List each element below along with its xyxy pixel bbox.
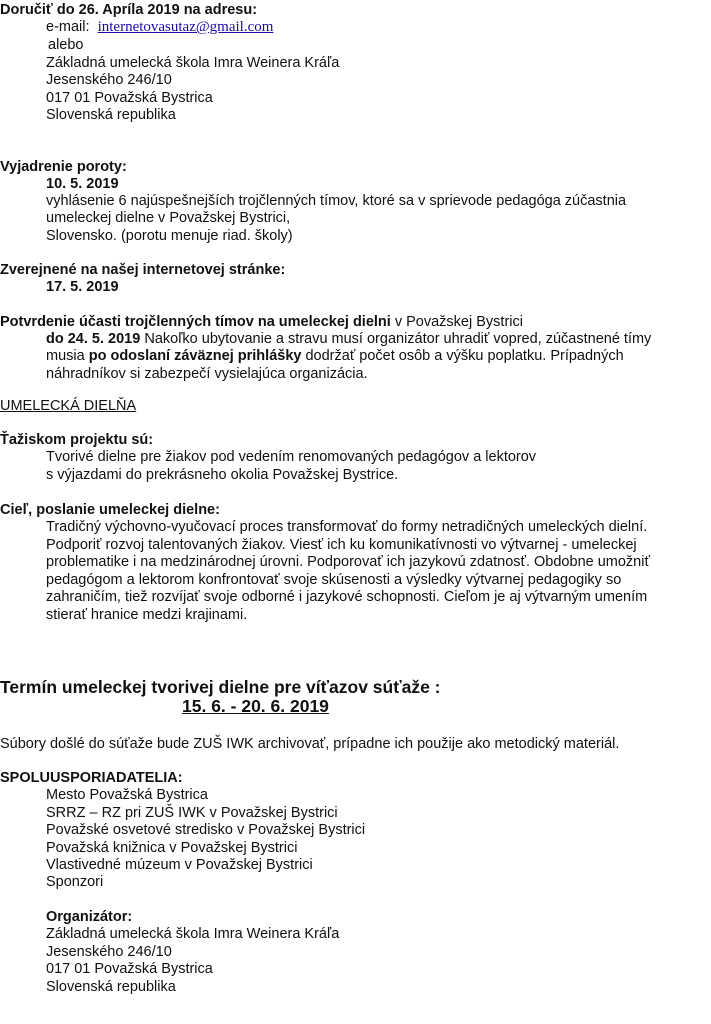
archive-note: Súbory došlé do súťaže bude ZUŠ IWK archivovať, prípadne ich použije ako metodický materiál. xyxy=(0,736,620,752)
jury-date: 10. 5. 2019 xyxy=(46,176,119,192)
coorg-item: Považské osvetové stredisko v Považskej Bystrici xyxy=(46,822,366,838)
address-line: Základná umelecká škola Imra Weinera Kráľa xyxy=(46,55,340,71)
coorg-item: Vlastivedné múzeum v Považskej Bystrici xyxy=(46,857,313,873)
confirm-line: náhradníkov si zabezpečí vysielajúca organizácia. xyxy=(46,366,368,382)
confirm-heading xyxy=(0,314,523,331)
coorg-heading: SPOLUUSPORIADATELIA: xyxy=(0,770,183,786)
organizer-address-line: Jesenského 246/10 xyxy=(46,944,172,960)
term-heading: Termín umeleckej tvorivej dielne pre víťazov súťaže : xyxy=(0,677,441,697)
focus-line: Tvorivé dielne pre žiakov pod vedením renomovaných pedagógov a lektorov xyxy=(46,449,537,465)
organizer-address-line: Základná umelecká škola Imra Weinera Kráľa xyxy=(46,926,340,942)
confirm-emphasis: po odoslaní záväznej prihlášky xyxy=(88,348,302,364)
organizer-heading: Organizátor: xyxy=(46,909,133,925)
workshop-title: UMELECKÁ DIELŇA xyxy=(0,398,137,414)
email-line xyxy=(46,19,273,36)
organizer-address-line: 017 01 Považská Bystrica xyxy=(46,961,213,977)
coorg-item: SRRZ – RZ pri ZUŠ IWK v Považskej Bystrici xyxy=(46,805,338,821)
confirm-text: Nakoľko ubytovanie a stravu musí organizátor uhradiť vopred, zúčastnené tímy xyxy=(140,331,652,347)
goal-line: pedagógom a lektorom konfrontovať svoje skúsenosti a výsledky výtvarnej pedagogiky so xyxy=(46,572,622,588)
confirm-heading-bold: Potvrdenie účasti trojčlenných tímov na umeleckej dielni xyxy=(0,314,391,330)
coorg-item: Považská knižnica v Považskej Bystrici xyxy=(46,840,298,856)
email-link[interactable]: internetovasutaz@gmail.com xyxy=(97,19,274,35)
email-label: e-mail: xyxy=(46,19,90,35)
address-line: 017 01 Považská Bystrica xyxy=(46,90,213,106)
confirm-heading-rest: v Považskej Bystrici xyxy=(390,314,523,330)
confirm-date: do 24. 5. 2019 xyxy=(46,331,141,347)
goal-line: Tradičný výchovno-vyučovací proces transformovať do formy netradičných umeleckých dielní. xyxy=(46,519,648,535)
focus-line: s výjazdami do prekrásneho okolia Považskej Bystrice. xyxy=(46,467,399,483)
goal-line: stierať hranice medzi krajinami. xyxy=(46,607,248,623)
jury-line: umeleckej dielne v Považskej Bystrici, xyxy=(46,210,291,226)
confirm-text: dodržať počet osôb a výšku poplatku. Prípadných xyxy=(301,348,624,364)
confirm-text: musia xyxy=(46,348,89,364)
publish-date: 17. 5. 2019 xyxy=(46,279,119,295)
publish-heading: Zverejnené na našej internetovej stránke: xyxy=(0,262,286,278)
organizer-address-line: Slovenská republika xyxy=(46,979,176,995)
jury-line: vyhlásenie 6 najúspešnejších trojčlenných tímov, ktoré sa v sprievode pedagóga zúčastnia xyxy=(46,193,627,209)
coorg-item: Mesto Považská Bystrica xyxy=(46,787,208,803)
jury-line: Slovensko. (porotu menuje riad. školy) xyxy=(46,228,293,244)
focus-heading: Ťažiskom projektu sú: xyxy=(0,432,154,448)
term-dates: 15. 6. - 20. 6. 2019 xyxy=(182,696,329,716)
coorg-item: Sponzori xyxy=(46,874,104,890)
goal-line: zahraničím, tiež rozvíjať svoje odborné i jazykové schopnosti. Cieľom je aj výtvarným umením xyxy=(46,589,648,605)
deliver-heading: Doručiť do 26. Apríla 2019 na adresu: xyxy=(0,2,258,18)
or-text: alebo xyxy=(48,37,84,53)
address-line: Jesenského 246/10 xyxy=(46,72,172,88)
jury-heading: Vyjadrenie poroty: xyxy=(0,159,127,175)
goal-line: problematike i na medzinárodnej úrovni. Podporovať ich jazykovú zdatnosť. Obdobne umožniť xyxy=(46,554,650,570)
address-line: Slovenská republika xyxy=(46,107,176,123)
goal-heading: Cieľ, poslanie umeleckej dielne: xyxy=(0,502,220,518)
goal-line: Podporiť rozvoj talentovaných žiakov. Viesť ich ku komunikatívnosti vo výtvarnej - umeleckej xyxy=(46,537,637,553)
confirm-line xyxy=(46,331,651,348)
confirm-line xyxy=(46,348,624,365)
